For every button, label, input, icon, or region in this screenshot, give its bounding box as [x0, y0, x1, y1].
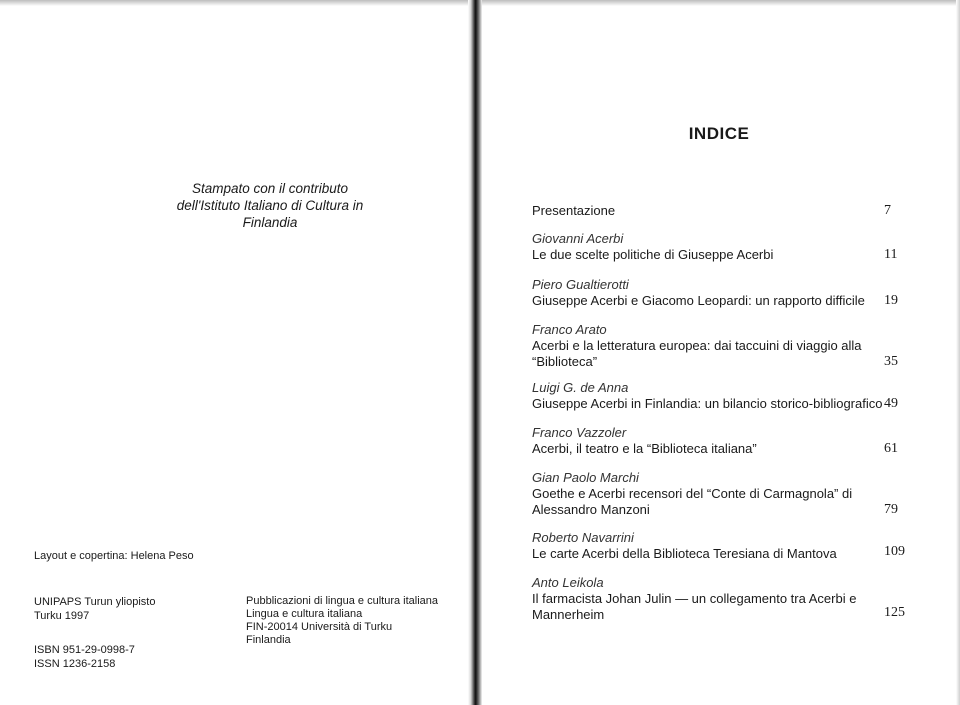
- book-spine: [468, 0, 482, 705]
- toc-entry-title: Goethe e Acerbi recensori del “Conte di Carmagnola” di: [532, 486, 853, 501]
- toc-entry-author: Franco Vazzoler: [532, 425, 627, 440]
- series-line: FIN-20014 Università di Turku: [246, 621, 393, 633]
- toc-entry: [532, 425, 896, 457]
- isbn-number: ISBN 951-29-0998-7: [34, 644, 135, 656]
- layout-credit: Layout e copertina: Helena Peso: [34, 550, 194, 562]
- toc-entry-title: Presentazione: [532, 203, 616, 218]
- toc-entry-page: 19: [884, 293, 898, 308]
- toc-entry: [532, 277, 896, 309]
- toc-entry-title-continued: Mannerheim: [532, 607, 605, 622]
- index-heading: INDICE: [688, 124, 750, 143]
- toc-entry: [532, 575, 905, 623]
- toc-entry-title: Le carte Acerbi della Biblioteca Teresiana di Mantova: [532, 546, 837, 561]
- toc-entry: [532, 231, 896, 263]
- toc-entry-title: Acerbi, il teatro e la “Biblioteca italiana”: [532, 441, 757, 456]
- toc-entry-page: 109: [884, 544, 905, 559]
- right-page: [482, 0, 956, 705]
- toc-entry-page: 7: [884, 203, 891, 218]
- series-line: Finlandia: [246, 634, 291, 646]
- series-line: Pubblicazioni di lingua e cultura italiana: [246, 595, 439, 607]
- toc-entry-page: 11: [884, 247, 898, 262]
- toc-entry-page: 35: [884, 354, 898, 369]
- toc-entry-title: Le due scelte politiche di Giuseppe Acerbi: [532, 247, 774, 262]
- toc-entry-title: Giuseppe Acerbi in Finlandia: un bilancio storico-bibliografico: [532, 396, 883, 411]
- toc-entry-author: Roberto Navarrini: [532, 530, 634, 545]
- toc-entry-author: Luigi G. de Anna: [532, 380, 629, 395]
- toc-entry-page: 125: [884, 605, 905, 620]
- series-line: Lingua e cultura italiana: [246, 608, 363, 620]
- toc-entry-page: 49: [884, 396, 898, 411]
- left-page: [0, 0, 468, 705]
- toc-entry-author: Gian Paolo Marchi: [532, 470, 639, 485]
- toc-entry-title-continued: “Biblioteca”: [532, 354, 598, 369]
- toc-entry: [532, 380, 896, 412]
- toc-entry-title: Il farmacista Johan Julin — un collegamento tra Acerbi e: [532, 591, 857, 606]
- toc-entry-title: Giuseppe Acerbi e Giacomo Leopardi: un rapporto difficile: [532, 293, 865, 308]
- toc-entry-page: 61: [884, 441, 898, 456]
- series-block: [246, 595, 446, 647]
- toc-entry-author: Anto Leikola: [532, 575, 604, 590]
- credit-line: dell'Istituto Italiano di Cultura in Finlandia: [176, 198, 364, 230]
- toc-entry-author: Piero Gualtierotti: [532, 277, 629, 292]
- toc-entry: [532, 322, 896, 370]
- isbn-block: [34, 643, 135, 671]
- toc-entry-author: Giovanni Acerbi: [532, 231, 624, 246]
- publisher-place-year: Turku 1997: [34, 610, 90, 622]
- publisher-name: UNIPAPS Turun yliopisto: [34, 596, 156, 608]
- publisher-block: [34, 595, 155, 623]
- credit-line: Stampato con il contributo: [191, 181, 349, 196]
- toc-entry-page: 79: [884, 502, 898, 517]
- toc-entry: [532, 530, 905, 562]
- funding-credit: [150, 180, 390, 231]
- toc-entry-title: Acerbi e la letteratura europea: dai taccuini di viaggio alla: [532, 338, 862, 353]
- toc-entry-author: Franco Arato: [532, 322, 607, 337]
- toc-entry: [532, 203, 896, 219]
- page-right-edge: [956, 0, 960, 705]
- toc-entry: [532, 470, 896, 518]
- issn-number: ISSN 1236-2158: [34, 658, 116, 670]
- toc-entry-title-continued: Alessandro Manzoni: [532, 502, 650, 517]
